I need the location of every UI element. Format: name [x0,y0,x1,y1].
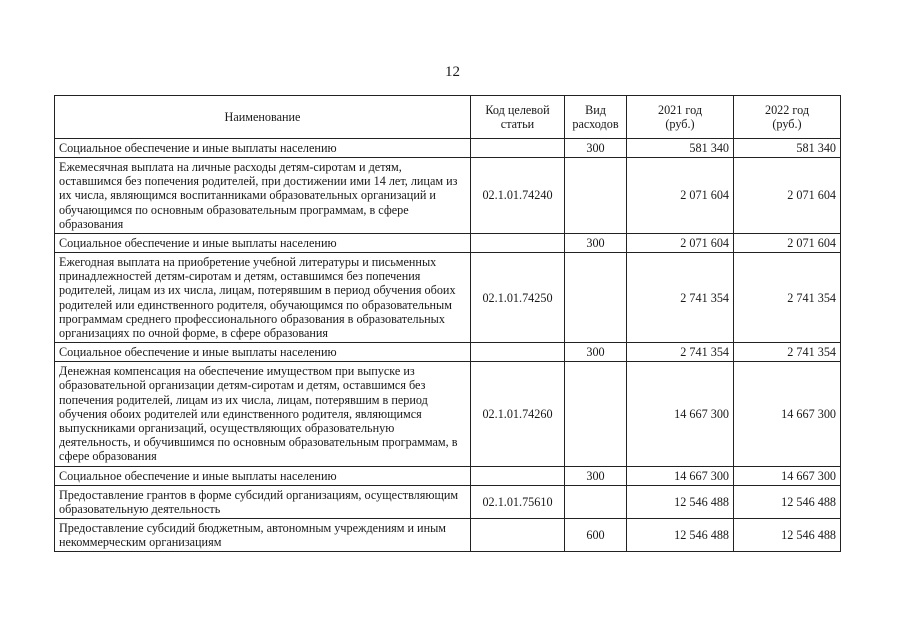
table-row [55,158,841,234]
row-2022: 14 667 300 [734,362,841,466]
row-type [565,485,627,518]
row-type: 300 [565,466,627,485]
row-name: Предоставление субсидий бюджетным, автономным учреждениям и иным некоммерческим организациям [55,519,471,552]
row-2022: 2 741 354 [734,343,841,362]
header-code-line1: Код целевой [485,102,550,117]
header-code [471,96,565,139]
row-name: Ежегодная выплата на приобретение учебной литературы и письменных принадлежностей детям-сиротам и детям, оставшимся без попечения родителей, лицам из их числа, лицам, потерявшим в период обучения обоих родителей или единственного родителя, обучающимся по образовательным программам среднего профессионального образования в образовательных организациях по очной форме, в сфере образования [55,253,471,343]
header-row [55,96,841,139]
row-type [565,253,627,343]
table-row [55,466,841,485]
row-type [565,158,627,234]
row-2022: 2 741 354 [734,253,841,343]
table-row [55,234,841,253]
row-type: 300 [565,234,627,253]
row-name: Ежемесячная выплата на личные расходы детям-сиротам и детям, оставшимся без попечения родителей, при достижении ими 14 лет, лицам из их числа, являющимся воспитанниками образовательных организаций и обучающимся по основным образовательным программам, в сфере образования [55,158,471,234]
header-2022-line1: 2022 год [764,102,810,117]
header-type [565,96,627,139]
table-row [55,139,841,158]
row-2021: 12 546 488 [627,519,734,552]
table-row [55,362,841,466]
row-2021: 581 340 [627,139,734,158]
row-type [565,362,627,466]
header-name: Наименование [55,96,471,139]
header-type-line2: расходов [572,117,619,131]
row-type: 600 [565,519,627,552]
row-2021: 12 546 488 [627,485,734,518]
row-2022: 581 340 [734,139,841,158]
row-code [471,234,565,253]
row-2021: 14 667 300 [627,362,734,466]
row-code: 02.1.01.74260 [471,362,565,466]
row-2021: 2 071 604 [627,158,734,234]
row-name: Социальное обеспечение и иные выплаты населению [55,139,471,158]
table-row [55,519,841,552]
row-2022: 2 071 604 [734,158,841,234]
row-2021: 2 741 354 [627,343,734,362]
header-2021-line2: (руб.) [665,117,695,131]
row-2022: 12 546 488 [734,485,841,518]
page-number: 12 [445,64,460,80]
row-2021: 14 667 300 [627,466,734,485]
row-type: 300 [565,139,627,158]
row-2021: 2 741 354 [627,253,734,343]
row-code [471,466,565,485]
row-type: 300 [565,343,627,362]
table-row [55,485,841,518]
header-2022 [734,96,841,139]
row-code [471,343,565,362]
row-2021: 2 071 604 [627,234,734,253]
row-code [471,519,565,552]
table-row [55,253,841,343]
table-row [55,343,841,362]
row-code: 02.1.01.74250 [471,253,565,343]
row-code: 02.1.01.74240 [471,158,565,234]
row-name: Социальное обеспечение и иные выплаты населению [55,343,471,362]
header-2021-line1: 2021 год [657,102,703,117]
row-2022: 14 667 300 [734,466,841,485]
header-type-line1: Вид [585,102,606,117]
row-name: Социальное обеспечение и иные выплаты населению [55,466,471,485]
header-2022-line2: (руб.) [772,117,802,131]
row-2022: 12 546 488 [734,519,841,552]
row-code [471,139,565,158]
header-code-line2: статьи [500,117,535,131]
row-2022: 2 071 604 [734,234,841,253]
row-code: 02.1.01.75610 [471,485,565,518]
row-name: Предоставление грантов в форме субсидий организациям, осуществляющим образовательную деятельность [55,485,471,518]
row-name: Денежная компенсация на обеспечение имуществом при выпуске из образовательной организации детям-сиротам и детям, оставшимся без попечения родителей, лицам из их числа, лицам, потерявшим в период обучения обоих родителей или единственного родителя, являющимся выпускниками организаций, осуществляющих образовательную деятельность, и обучившимся по основным образовательным программам, в сфере образования [55,362,471,466]
row-name: Социальное обеспечение и иные выплаты населению [55,234,471,253]
budget-table [54,95,841,552]
header-2021 [627,96,734,139]
